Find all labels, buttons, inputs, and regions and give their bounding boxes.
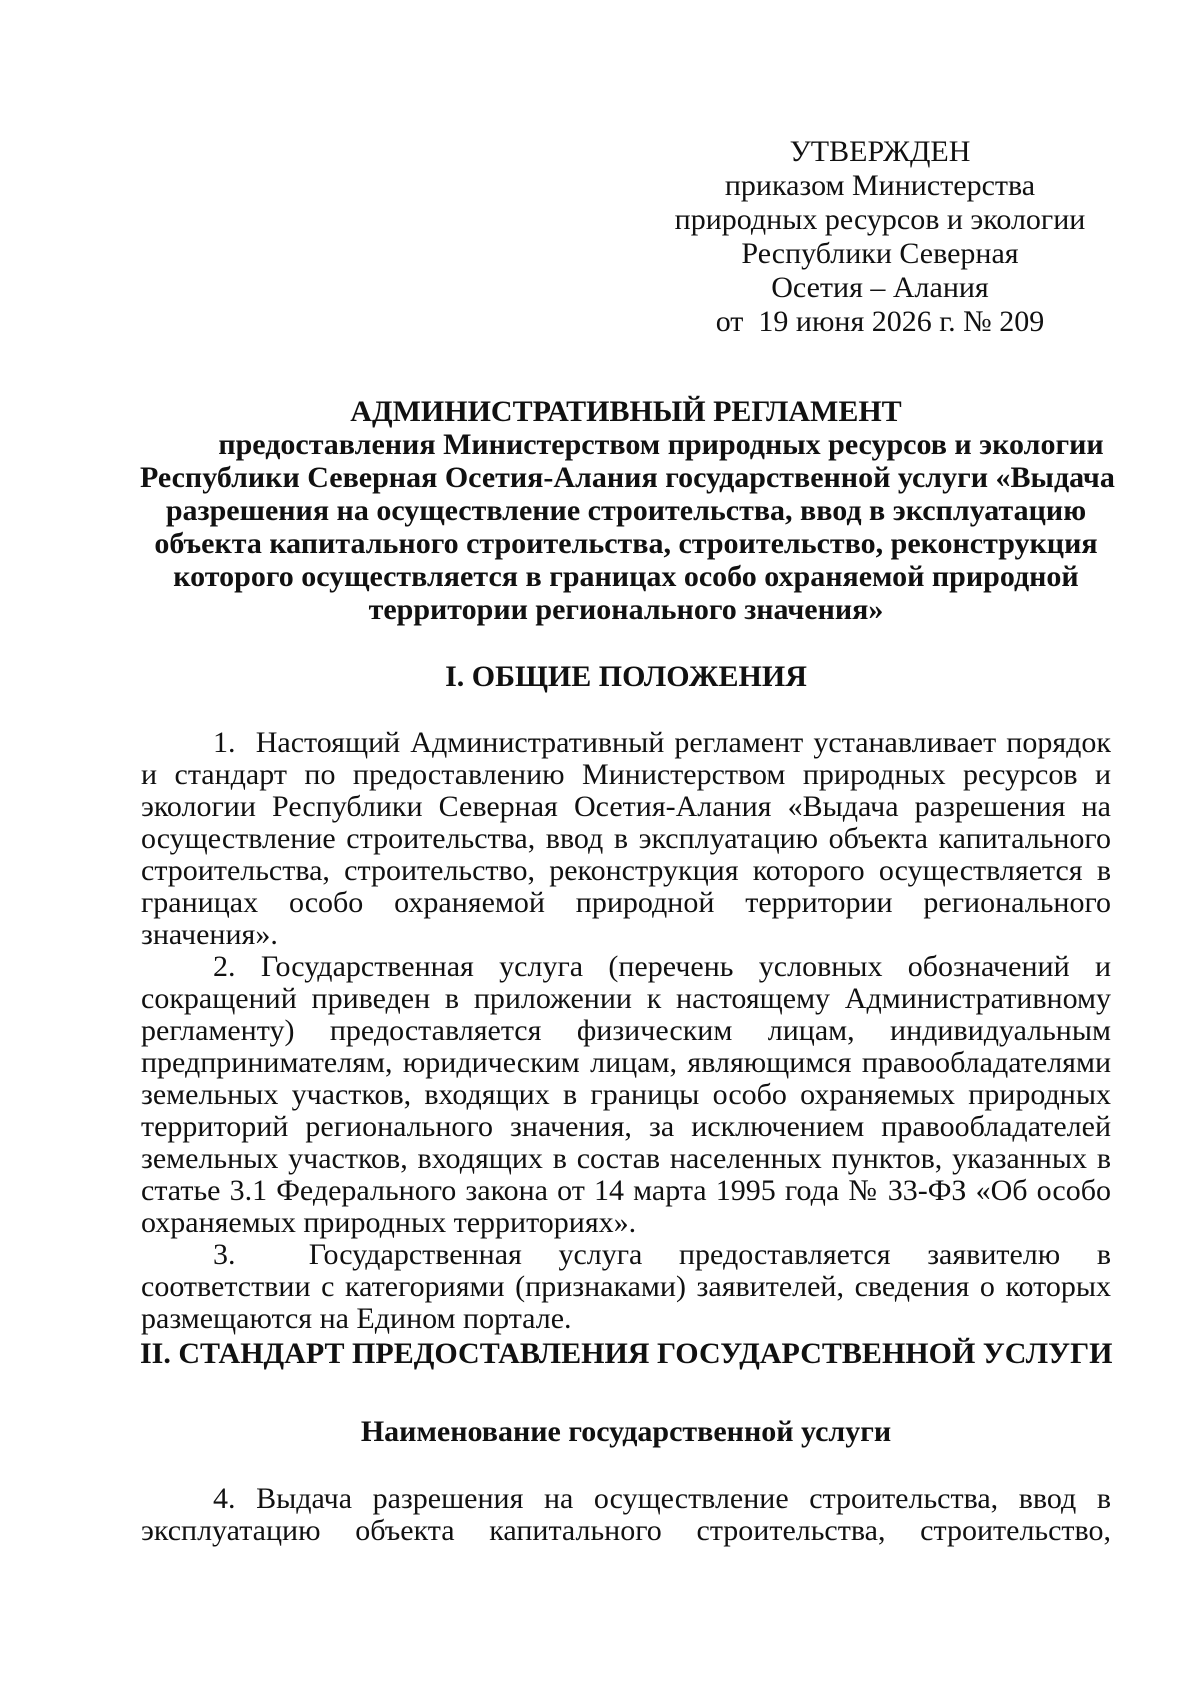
document-title-block bbox=[140, 395, 1115, 626]
document-subtitle-line: Республики Северная Осетия-Алания государственной услуги «Выдача bbox=[140, 461, 1115, 494]
approval-stamp bbox=[670, 135, 1090, 339]
document-subtitle-line: разрешения на осуществление строительства, ввод в эксплуатацию bbox=[165, 494, 1087, 527]
section-heading: II. СТАНДАРТ ПРЕДОСТАВЛЕНИЯ ГОСУДАРСТВЕННОЙ УСЛУГИ bbox=[140, 1337, 1113, 1370]
paragraph: 1. Настоящий Административный регламент устанавливает порядок и стандарт по предоставлению Министерством природных ресурсов и экологии Республики Северная Осетия-Алания «Выдача разрешения на осуществление строительства, ввод в эксплуатацию объекта капитального строительства, строительство, реконструкция которого осуществляется в границах особо охраняемой природной территории регионального значения». bbox=[141, 726, 1119, 951]
approval-line: природных ресурсов и экологии bbox=[674, 203, 1086, 236]
document-subtitle-line: предоставления Министерством природных ресурсов и экологии bbox=[218, 428, 1104, 461]
section-body bbox=[141, 726, 1119, 1335]
section-body bbox=[141, 1483, 1111, 1547]
document-subtitle-line: объекта капитального строительства, строительство, реконструкция bbox=[154, 527, 1098, 560]
paragraph: 4. Выдача разрешения на осуществление строительства, ввод в эксплуатацию объекта капитального строительства, строительство, bbox=[141, 1482, 1111, 1547]
approval-line: Осетия – Алания bbox=[771, 271, 989, 304]
approval-line: от 19 июня 2026 г. № 209 bbox=[715, 305, 1045, 338]
document-title: АДМИНИСТРАТИВНЫЙ РЕГЛАМЕНТ bbox=[350, 395, 902, 428]
document-subtitle-line: которого осуществляется в границах особо охраняемой природной bbox=[173, 560, 1079, 593]
approval-line: Республики Северная bbox=[741, 237, 1019, 270]
document-subtitle-line: территории регионального значения» bbox=[368, 593, 884, 626]
approval-line: приказом Министерства bbox=[724, 169, 1036, 202]
section-heading: I. ОБЩИЕ ПОЛОЖЕНИЯ bbox=[445, 660, 807, 693]
section-subheading: Наименование государственной услуги bbox=[360, 1415, 892, 1448]
paragraph: 2. Государственная услуга (перечень условных обозначений и сокращений приведен в приложении к настоящему Административному регламенту) предоставляется физическим лицам, индивидуальным предпринимателям, юридическим лицам, являющимся правообладателями земельных участков, входящих в границы особо охраняемых природных территорий регионального значения, за исключением правообладателей земельных участков, входящих в состав населенных пунктов, указанных в статье 3.1 Федерального закона от 14 марта 1995 года № 33-ФЗ «Об особо охраняемых природных территориях». bbox=[141, 950, 1111, 1239]
paragraph: 3. Государственная услуга предоставляется заявителю в соответствии с категориями (признаками) заявителей, сведения о которых размещаются на Едином портале. bbox=[141, 1238, 1119, 1335]
approval-line: УТВЕРЖДЕН bbox=[789, 135, 971, 168]
